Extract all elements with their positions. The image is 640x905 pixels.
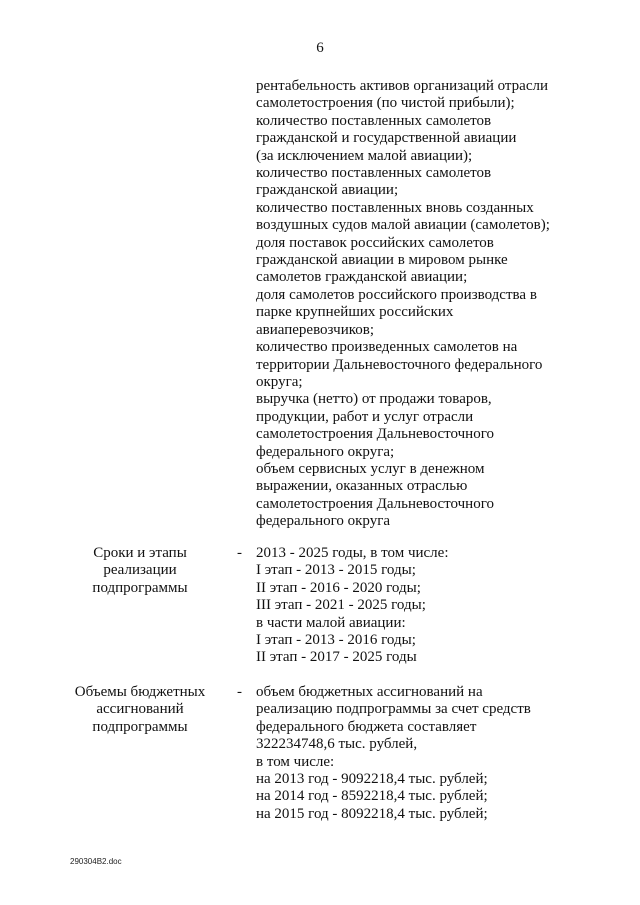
indicator-line: гражданской авиации;: [256, 182, 399, 199]
budget-line: объем бюджетных ассигнований на: [256, 684, 483, 700]
budget-label-line: Объемы бюджетных: [74, 684, 206, 700]
indicator-line: парке крупнейших российских: [256, 304, 454, 321]
terms-line: III этап - 2021 - 2025 годы;: [256, 597, 426, 614]
indicator-line: самолетов гражданской авиации;: [256, 269, 468, 286]
terms-line: II этап - 2017 - 2025 годы: [256, 649, 417, 666]
terms-line: в части малой авиации:: [256, 614, 406, 631]
budget-line: федерального бюджета составляет: [256, 718, 477, 735]
terms-body: [256, 545, 626, 667]
indicator-line: самолетостроения Дальневосточного: [256, 495, 494, 512]
indicator-line: продукции, работ и услуг отрасли: [256, 408, 474, 425]
budget-label-line: подпрограммы: [92, 718, 188, 735]
indicator-line: количество произведенных самолетов на: [256, 339, 518, 356]
indicator-line: (за исключением малой авиации);: [256, 147, 473, 164]
indicator-line: самолетостроения (по чистой прибыли);: [256, 95, 515, 112]
budget-body: [256, 684, 626, 823]
terms-line: I этап - 2013 - 2016 годы;: [256, 632, 416, 649]
terms-label-line: реализации: [103, 562, 177, 579]
indicator-line: авиаперевозчиков;: [256, 321, 375, 338]
budget-line: на 2013 год - 9092218,4 тыс. рублей;: [256, 771, 488, 788]
page-number: 6: [316, 40, 324, 56]
budget-label: [60, 684, 220, 736]
indicator-line: выражении, оказанных отраслью: [256, 478, 468, 495]
indicators-list: [256, 78, 626, 531]
budget-line: реализацию подпрограммы за счет средств: [256, 701, 531, 718]
terms-label-line: Сроки и этапы: [93, 545, 187, 561]
budget-line: на 2015 год - 8092218,4 тыс. рублей;: [256, 805, 488, 822]
terms-label: [60, 545, 220, 597]
budget-line: в том числе:: [256, 753, 335, 770]
indicator-line: самолетостроения Дальневосточного: [256, 426, 494, 443]
indicator-line: гражданской и государственной авиации: [256, 130, 517, 147]
indicator-line: федерального округа;: [256, 443, 395, 460]
indicator-line: округа;: [256, 373, 303, 390]
terms-label-line: подпрограммы: [92, 579, 188, 596]
terms-dash: -: [237, 545, 242, 561]
indicator-line: доля поставок российских самолетов: [256, 234, 494, 251]
indicator-line: федерального округа: [256, 513, 391, 530]
indicator-line: количество поставленных самолетов: [256, 112, 492, 129]
budget-line: на 2014 год - 8592218,4 тыс. рублей;: [256, 788, 488, 805]
indicator-line: количество поставленных вновь созданных: [256, 199, 534, 216]
budget-line: 322234748,6 тыс. рублей,: [256, 736, 418, 753]
budget-label-line: ассигнований: [96, 701, 184, 718]
indicator-line: воздушных судов малой авиации (самолетов);: [256, 217, 550, 234]
budget-dash: -: [237, 684, 242, 700]
terms-line: 2013 - 2025 годы, в том числе:: [256, 545, 449, 561]
terms-line: I этап - 2013 - 2015 годы;: [256, 562, 416, 579]
indicator-line: количество поставленных самолетов: [256, 165, 492, 182]
indicator-line: территории Дальневосточного федерального: [256, 356, 543, 373]
indicator-line: выручка (нетто) от продажи товаров,: [256, 391, 492, 408]
terms-line: II этап - 2016 - 2020 годы;: [256, 579, 421, 596]
indicator-line: рентабельность активов организаций отрасли: [256, 78, 548, 94]
indicator-line: гражданской авиации в мировом рынке: [256, 252, 508, 269]
indicator-line: доля самолетов российского производства в: [256, 286, 537, 303]
indicator-line: объем сервисных услуг в денежном: [256, 460, 485, 477]
document-filename: 290304B2.doc: [70, 857, 122, 866]
